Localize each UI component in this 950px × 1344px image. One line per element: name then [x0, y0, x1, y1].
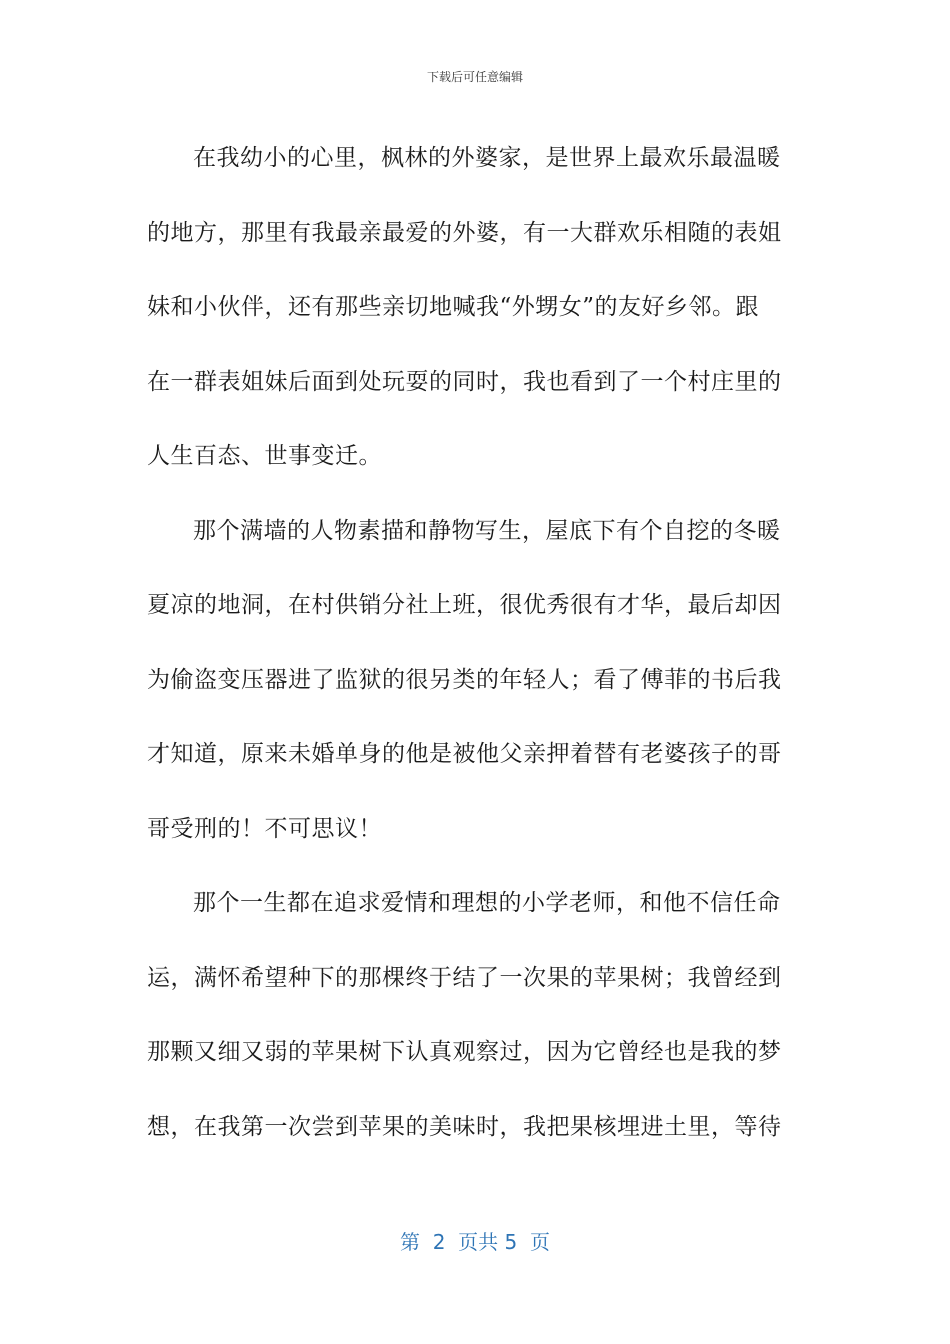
text-line: 哥受刑的！不可思议！: [147, 815, 382, 842]
paragraph-1: [147, 121, 793, 494]
paragraph-2: [147, 494, 793, 867]
text-line: 运，满怀希望种下的那棵终于结了一次果的苹果树；我曾经到: [147, 964, 782, 991]
text-line: 那个满墙的人物素描和静物写生，屋底下有个自挖的冬暖: [193, 517, 781, 544]
page-number-footer: 第 2 页共 5 页: [400, 1230, 550, 1254]
text-line: 在一群表姐妹后面到处玩耍的同时，我也看到了一个村庄里的: [147, 368, 782, 395]
text-line: 那颗又细又弱的苹果树下认真观察过，因为它曾经也是我的梦: [147, 1039, 782, 1065]
text-line: 为偷盗变压器进了监狱的很另类的年轻人；看了傅菲的书后我: [147, 666, 782, 693]
text-line: 夏凉的地洞，在村供销分社上班，很优秀很有才华，最后却因: [147, 592, 782, 618]
text-line: 在我幼小的心里，枫林的外婆家，是世界上最欢乐最温暖: [193, 145, 781, 171]
text-line: 妹和小伙伴，还有那些亲切地喊我“外甥女”的友好乡邻。跟: [147, 294, 760, 320]
text-line: 想，在我第一次尝到苹果的美味时，我把果核埋进土里，等待: [147, 1113, 782, 1140]
page-header-note: 下载后可任意编辑: [426, 70, 523, 84]
paragraph-3: [147, 866, 793, 1164]
text-line: 人生百态、世事变迁。: [147, 443, 382, 469]
text-line: 的地方，那里有我最亲最爱的外婆，有一大群欢乐相随的表姐: [147, 219, 782, 246]
text-line: 才知道，原来未婚单身的他是被他父亲押着替有老婆孩子的哥: [147, 741, 782, 767]
text-line: 那个一生都在追求爱情和理想的小学老师，和他不信任命: [193, 890, 781, 916]
document-body: [147, 121, 793, 1164]
